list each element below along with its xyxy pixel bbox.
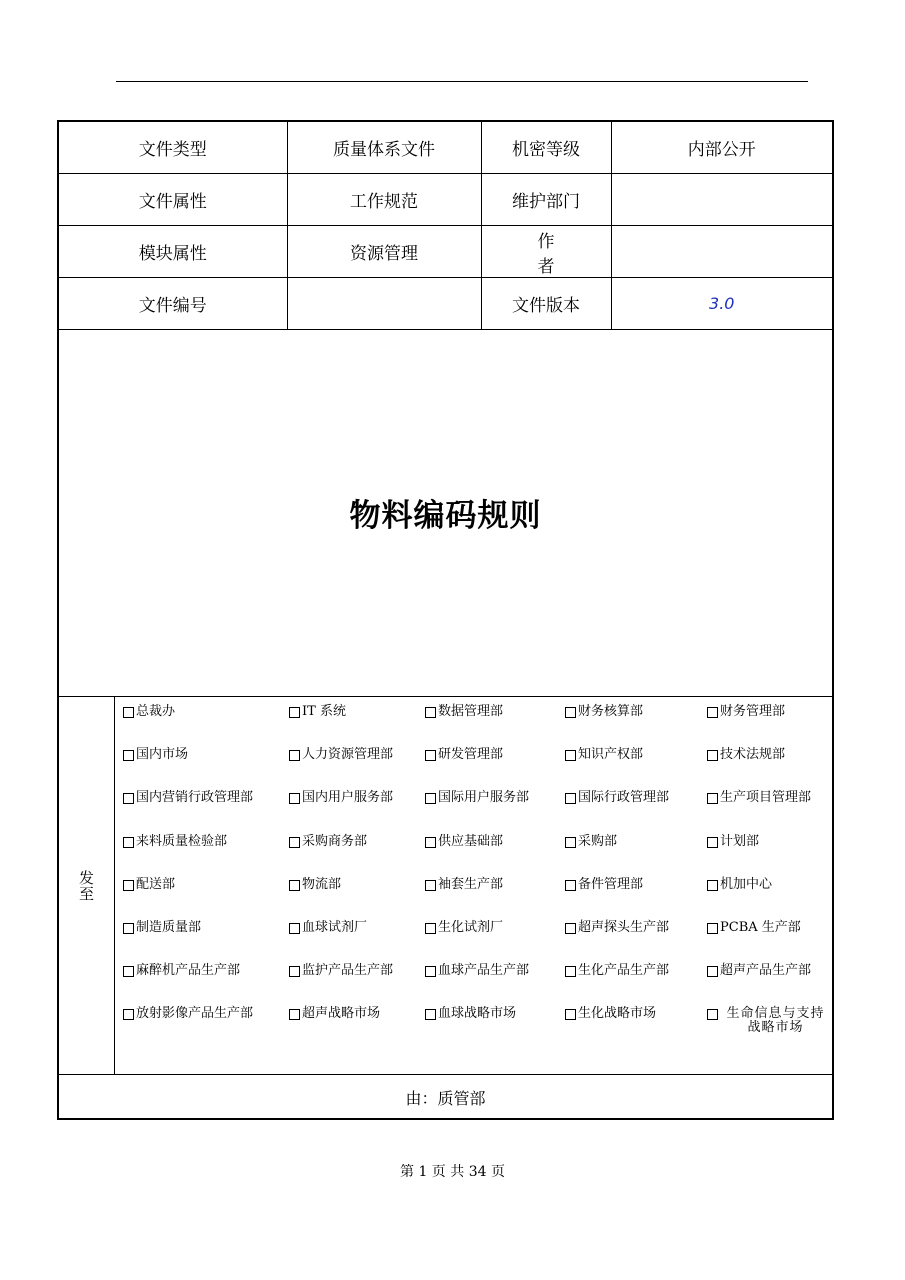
label-file-number: 文件编号	[59, 278, 287, 330]
department-item[interactable]	[123, 878, 175, 892]
label-author: 作者	[481, 226, 611, 278]
header-rule	[116, 81, 808, 82]
department-item[interactable]	[565, 1007, 656, 1021]
checkbox-icon[interactable]	[123, 880, 134, 891]
department-label: 国内营销行政管理部	[136, 790, 254, 806]
department-item[interactable]	[565, 878, 643, 892]
department-item[interactable]	[289, 964, 393, 978]
department-item[interactable]	[289, 1007, 380, 1021]
department-item[interactable]	[565, 921, 669, 935]
department-row	[123, 1007, 833, 1050]
issued-by: 由：质管部	[405, 1089, 486, 1108]
label-file-attribute: 文件属性	[59, 174, 287, 226]
checkbox-icon[interactable]	[123, 923, 134, 934]
checkbox-icon[interactable]	[565, 923, 576, 934]
checkbox-icon[interactable]	[565, 707, 576, 718]
department-label: 超声探头生产部	[578, 919, 670, 935]
document-cover	[57, 120, 834, 1120]
issued-by-row	[59, 1075, 832, 1120]
department-row	[123, 791, 833, 834]
checkbox-icon[interactable]	[707, 880, 718, 891]
department-label: 财务核算部	[578, 704, 644, 719]
department-item[interactable]	[425, 705, 503, 719]
department-item[interactable]	[289, 835, 367, 849]
department-item[interactable]	[425, 748, 503, 762]
checkbox-icon[interactable]	[289, 880, 300, 891]
department-label: 国际用户服务部	[438, 790, 530, 806]
value-author	[611, 226, 832, 278]
department-label: PCBA 生产部	[720, 919, 801, 935]
department-label: 麻醉机产品生产部	[136, 963, 241, 979]
department-item[interactable]	[123, 705, 175, 719]
checkbox-icon[interactable]	[565, 966, 576, 977]
label-maintainer: 维护部门	[481, 174, 611, 226]
department-label: 来料质量检验部	[136, 833, 228, 849]
checkbox-icon[interactable]	[425, 707, 436, 718]
label-module-attribute: 模块属性	[59, 226, 287, 278]
department-label: 超声战略市场	[302, 1006, 381, 1022]
checkbox-icon[interactable]	[123, 1009, 134, 1020]
checkbox-icon[interactable]	[565, 837, 576, 848]
department-item[interactable]	[123, 791, 253, 805]
department-item[interactable]	[123, 835, 227, 849]
department-item[interactable]	[123, 964, 240, 978]
department-label: 机加中心	[720, 876, 773, 892]
department-label: 国内用户服务部	[302, 790, 394, 806]
checkbox-icon[interactable]	[707, 966, 718, 977]
department-label: 人力资源管理部	[302, 747, 394, 763]
department-item[interactable]	[565, 964, 669, 978]
checkbox-icon[interactable]	[123, 966, 134, 977]
info-row-number	[59, 278, 832, 330]
department-item[interactable]	[565, 835, 617, 849]
department-label: 研发管理部	[438, 747, 504, 763]
department-label: 生命信息与支持战略市场	[726, 1006, 825, 1036]
department-label: 血球战略市场	[438, 1006, 517, 1022]
department-label: 计划部	[720, 833, 760, 849]
checkbox-icon[interactable]	[289, 837, 300, 848]
department-item[interactable]	[289, 705, 346, 719]
department-item[interactable]	[707, 748, 785, 762]
department-label: 放射影像产品生产部	[136, 1006, 254, 1022]
department-item[interactable]	[425, 1007, 516, 1021]
department-item[interactable]	[707, 921, 801, 935]
checkbox-icon[interactable]	[425, 837, 436, 848]
info-row-attribute	[59, 174, 832, 226]
checkbox-icon[interactable]	[565, 793, 576, 804]
value-module-attribute: 资源管理	[287, 226, 481, 278]
checkbox-icon[interactable]	[123, 837, 134, 848]
value-confidentiality: 内部公开	[611, 122, 832, 174]
label-file-version: 文件版本	[481, 278, 611, 330]
checkbox-icon[interactable]	[289, 923, 300, 934]
department-label: 财务管理部	[720, 704, 786, 719]
checkbox-icon[interactable]	[425, 1009, 436, 1020]
page-number: 第 1 页 共 34 页	[400, 1164, 505, 1180]
department-label: 监护产品生产部	[302, 963, 394, 979]
department-item[interactable]	[425, 791, 529, 805]
department-item[interactable]	[289, 748, 393, 762]
department-row	[123, 921, 833, 964]
checkbox-icon[interactable]	[425, 966, 436, 977]
department-item[interactable]	[707, 791, 811, 805]
value-file-attribute: 工作规范	[287, 174, 481, 226]
checkbox-icon[interactable]	[707, 1009, 718, 1020]
checkbox-icon[interactable]	[289, 750, 300, 761]
checkbox-icon[interactable]	[565, 750, 576, 761]
distribution-label: 发至	[77, 869, 95, 902]
checkbox-icon[interactable]	[289, 707, 300, 718]
checkbox-icon[interactable]	[289, 1009, 300, 1020]
department-row	[123, 878, 833, 921]
department-label: 供应基础部	[438, 833, 504, 849]
title-area	[59, 328, 832, 697]
department-label: 超声产品生产部	[720, 963, 812, 979]
department-item[interactable]	[707, 964, 811, 978]
department-label: 袖套生产部	[438, 876, 504, 892]
department-item[interactable]	[425, 921, 503, 935]
document-info-table	[59, 122, 832, 330]
checkbox-icon[interactable]	[425, 750, 436, 761]
department-item[interactable]	[565, 705, 643, 719]
checkbox-icon[interactable]	[289, 966, 300, 977]
department-item[interactable]	[707, 1007, 831, 1035]
value-file-number	[287, 278, 481, 330]
department-label: 生产项目管理部	[720, 790, 812, 806]
department-item[interactable]	[123, 748, 188, 762]
info-row-type	[59, 122, 832, 174]
checkbox-icon[interactable]	[707, 837, 718, 848]
checkbox-icon[interactable]	[123, 707, 134, 718]
department-item[interactable]	[707, 835, 759, 849]
value-maintainer	[611, 174, 832, 226]
checkbox-icon[interactable]	[123, 750, 134, 761]
department-item[interactable]	[123, 921, 201, 935]
department-label: 生化试剂厂	[438, 919, 504, 935]
department-label: 血球试剂厂	[302, 919, 368, 935]
department-item[interactable]	[289, 921, 367, 935]
department-label: 采购部	[578, 833, 618, 849]
info-row-module	[59, 226, 832, 278]
department-label: 物流部	[302, 876, 342, 892]
department-label: 国内市场	[136, 747, 189, 763]
label-confidentiality: 机密等级	[481, 122, 611, 174]
checkbox-icon[interactable]	[707, 793, 718, 804]
value-file-type: 质量体系文件	[287, 122, 481, 174]
department-item[interactable]	[425, 964, 529, 978]
label-file-type: 文件类型	[59, 122, 287, 174]
document-title: 物料编码规则	[349, 497, 542, 534]
department-item[interactable]	[289, 878, 341, 892]
department-item[interactable]	[123, 1007, 253, 1021]
department-label: 国际行政管理部	[578, 790, 670, 806]
department-label: 制造质量部	[136, 919, 202, 935]
department-label: 知识产权部	[578, 747, 644, 763]
department-item[interactable]	[565, 791, 669, 805]
department-row	[123, 748, 833, 791]
department-checklist	[123, 705, 833, 1051]
checkbox-icon[interactable]	[289, 793, 300, 804]
department-label: 配送部	[136, 876, 176, 892]
checkbox-icon[interactable]	[707, 923, 718, 934]
department-label: 生化产品生产部	[578, 963, 670, 979]
checkbox-icon[interactable]	[425, 793, 436, 804]
department-row	[123, 835, 833, 878]
department-item[interactable]	[425, 878, 503, 892]
department-item[interactable]	[707, 705, 785, 719]
department-row	[123, 705, 833, 748]
checkbox-icon[interactable]	[425, 923, 436, 934]
department-item[interactable]	[707, 878, 772, 892]
department-label: 采购商务部	[302, 833, 368, 849]
checkbox-icon[interactable]	[565, 880, 576, 891]
department-item[interactable]	[425, 835, 503, 849]
department-label: 数据管理部	[438, 704, 504, 719]
checkbox-icon[interactable]	[707, 707, 718, 718]
department-item[interactable]	[565, 748, 643, 762]
checkbox-icon[interactable]	[707, 750, 718, 761]
value-file-version: 3.0	[611, 278, 832, 330]
checkbox-icon[interactable]	[565, 1009, 576, 1020]
department-row	[123, 964, 833, 1007]
distribution-label-cell	[59, 697, 115, 1074]
department-label: 技术法规部	[720, 747, 786, 763]
checkbox-icon[interactable]	[123, 793, 134, 804]
distribution-list	[59, 697, 832, 1075]
department-label: 生化战略市场	[578, 1006, 657, 1022]
checkbox-icon[interactable]	[425, 880, 436, 891]
department-label: IT 系统	[302, 704, 346, 719]
department-item[interactable]	[289, 791, 393, 805]
department-label: 血球产品生产部	[438, 963, 530, 979]
department-label: 总裁办	[136, 704, 176, 719]
department-label: 备件管理部	[578, 876, 644, 892]
